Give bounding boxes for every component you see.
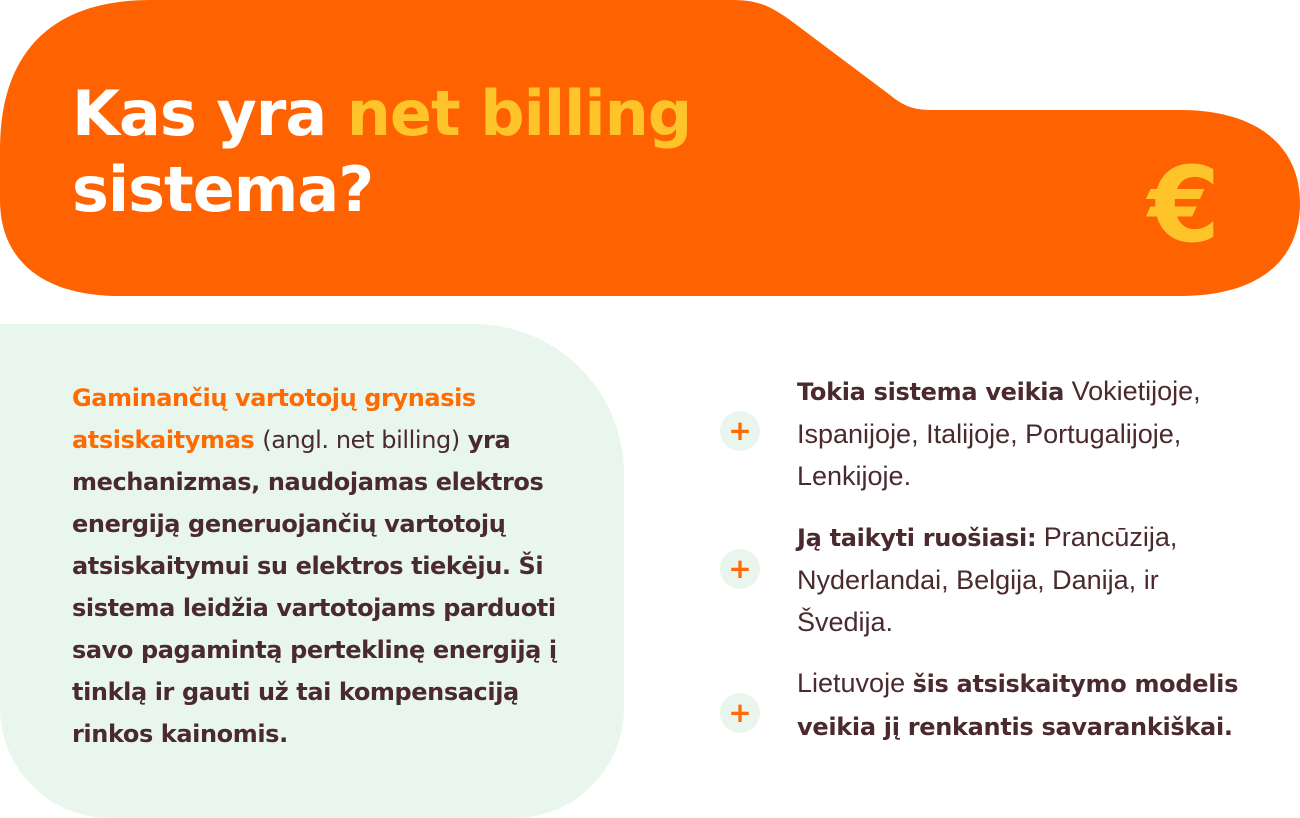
definition-body: yra mechanizmas, naudojamas elektros energiją generuojančių vartotojų atsiskaitymui su elektros tiekėju. Ši sistema leidžia vartotojams parduoti savo pagamintą perteklinę energiją į tinklą ir gauti už tai kompensaciją rinkos kainomis.	[72, 426, 557, 748]
plus-icon: +	[720, 411, 760, 451]
fact-body: Vokietijoje, Ispanijoje, Italijoje, Portugalijoje, Lenkijoje.	[797, 376, 1201, 491]
fact-body: Prancūzija, Nyderlandai, Belgija, Danija, ir Švedija.	[797, 522, 1178, 637]
definition-parenthetical: (angl. net billing)	[262, 426, 460, 454]
definition-text	[72, 377, 572, 755]
fact-bold: Ją taikyti ruošiasi:	[797, 524, 1037, 552]
fact-bold: Tokia sistema veikia	[797, 378, 1065, 406]
title-line-2: sistema?	[72, 153, 374, 226]
title-accent: net billing	[346, 77, 692, 150]
fact-text	[797, 516, 1257, 643]
fact-text	[797, 662, 1257, 748]
fact-text	[797, 370, 1257, 497]
title-prefix: Kas yra	[72, 77, 347, 150]
definition-highlight: Gaminančių vartotojų grynasis atsiskaitymas	[72, 384, 476, 454]
plus-icon: +	[720, 549, 760, 589]
euro-icon: €	[1147, 144, 1221, 266]
fact-bold: šis atsiskaitymo modelis veikia jį renkantis savarankiškai.	[797, 670, 1239, 741]
page-title	[72, 76, 691, 228]
plus-icon: +	[720, 693, 760, 733]
fact-lead: Lietuvoje	[797, 668, 906, 698]
